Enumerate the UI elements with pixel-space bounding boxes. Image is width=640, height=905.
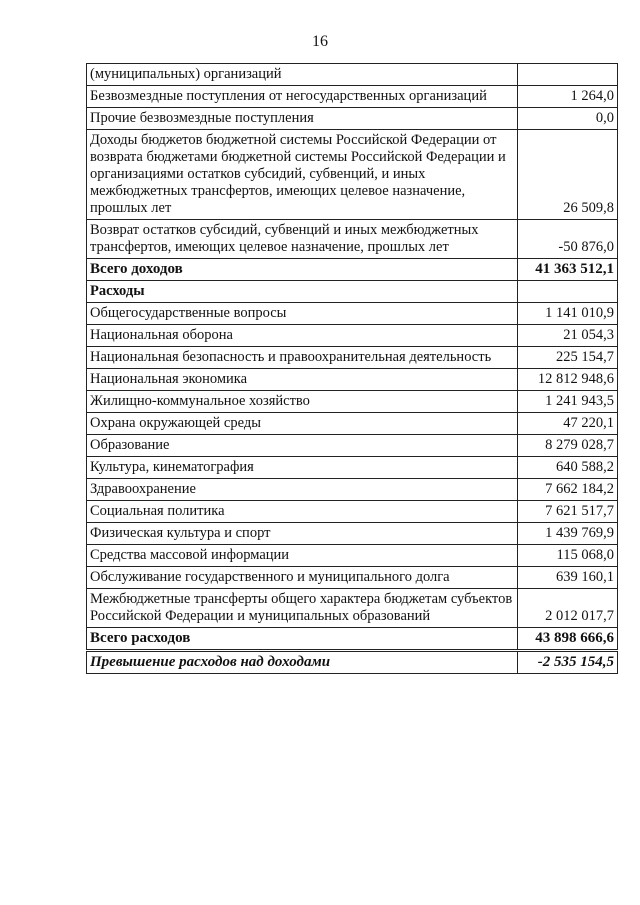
row-value: 26 509,8 xyxy=(518,130,618,220)
budget-table xyxy=(86,63,618,674)
row-label: Национальная оборона xyxy=(87,325,518,347)
table-row xyxy=(87,325,618,347)
row-value: -50 876,0 xyxy=(518,220,618,259)
row-label: Национальная безопасность и правоохранительная деятельность xyxy=(87,347,518,369)
row-value: 640 588,2 xyxy=(518,457,618,479)
row-label: Доходы бюджетов бюджетной системы Российской Федерации от возврата бюджетами бюджетной системы Российской Федерации и организациями остатков субсидий, субвенций, и иных межбюджетных трансфертов, имеющих целевое назначение, прошлых лет xyxy=(87,130,518,220)
page-number: 16 xyxy=(312,33,328,50)
table-row xyxy=(87,303,618,325)
row-label: Безвозмездные поступления от негосударственных организаций xyxy=(87,86,518,108)
table-row xyxy=(87,435,618,457)
table-row xyxy=(87,479,618,501)
budget-table-body xyxy=(87,64,618,674)
table-row xyxy=(87,545,618,567)
total-row xyxy=(87,259,618,281)
row-value: 115 068,0 xyxy=(518,545,618,567)
row-value: 47 220,1 xyxy=(518,413,618,435)
row-label: Средства массовой информации xyxy=(87,545,518,567)
table-row xyxy=(87,64,618,86)
row-value: 1 241 943,5 xyxy=(518,391,618,413)
row-value xyxy=(518,64,618,86)
table-row xyxy=(87,130,618,220)
row-label: Межбюджетные трансферты общего характера бюджетам субъектов Российской Федерации и муниципальных образований xyxy=(87,589,518,628)
row-label: Социальная политика xyxy=(87,501,518,523)
row-label: Превышение расходов над доходами xyxy=(87,651,518,674)
table-row xyxy=(87,413,618,435)
row-value: -2 535 154,5 xyxy=(518,651,618,674)
row-value: 41 363 512,1 xyxy=(518,259,618,281)
row-label: Прочие безвозмездные поступления xyxy=(87,108,518,130)
row-value: 7 662 184,2 xyxy=(518,479,618,501)
row-label: Общегосударственные вопросы xyxy=(87,303,518,325)
table-row xyxy=(87,589,618,628)
row-label: Охрана окружающей среды xyxy=(87,413,518,435)
row-label: Национальная экономика xyxy=(87,369,518,391)
table-row xyxy=(87,567,618,589)
table-row xyxy=(87,369,618,391)
row-value: 12 812 948,6 xyxy=(518,369,618,391)
row-value xyxy=(518,281,618,303)
row-value: 2 012 017,7 xyxy=(518,589,618,628)
row-value: 1 141 010,9 xyxy=(518,303,618,325)
row-label: Образование xyxy=(87,435,518,457)
total-row xyxy=(87,628,618,651)
section-header-row xyxy=(87,281,618,303)
table-row xyxy=(87,391,618,413)
row-label: Здравоохранение xyxy=(87,479,518,501)
row-value: 8 279 028,7 xyxy=(518,435,618,457)
table-row xyxy=(87,523,618,545)
table-row xyxy=(87,347,618,369)
table-row xyxy=(87,86,618,108)
row-value: 225 154,7 xyxy=(518,347,618,369)
row-label: Культура, кинематография xyxy=(87,457,518,479)
table-row xyxy=(87,501,618,523)
table-row xyxy=(87,220,618,259)
row-label: Возврат остатков субсидий, субвенций и иных межбюджетных трансфертов, имеющих целевое назначение, прошлых лет xyxy=(87,220,518,259)
table-row xyxy=(87,108,618,130)
row-label: Расходы xyxy=(87,281,518,303)
row-value: 639 160,1 xyxy=(518,567,618,589)
row-value: 0,0 xyxy=(518,108,618,130)
table-row xyxy=(87,457,618,479)
row-label: Жилищно-коммунальное хозяйство xyxy=(87,391,518,413)
row-value: 21 054,3 xyxy=(518,325,618,347)
row-value: 7 621 517,7 xyxy=(518,501,618,523)
row-value: 1 439 769,9 xyxy=(518,523,618,545)
row-label: Всего доходов xyxy=(87,259,518,281)
row-label: Обслуживание государственного и муниципального долга xyxy=(87,567,518,589)
deficit-row xyxy=(87,651,618,674)
row-label: (муниципальных) организаций xyxy=(87,64,518,86)
row-label: Всего расходов xyxy=(87,628,518,651)
row-value: 43 898 666,6 xyxy=(518,628,618,651)
row-label: Физическая культура и спорт xyxy=(87,523,518,545)
row-value: 1 264,0 xyxy=(518,86,618,108)
